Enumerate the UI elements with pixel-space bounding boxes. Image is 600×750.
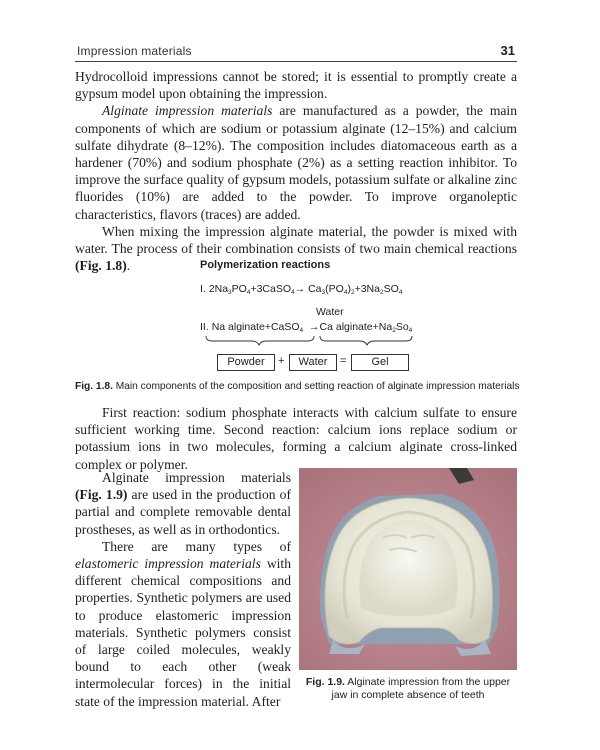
subscript: 2 (392, 327, 396, 334)
reaction-explanation-block (75, 404, 517, 473)
formula-part: Ca alginate+Na (319, 321, 393, 333)
paragraph-mixing-text: When mixing the impression alginate material, the powder is mixed with water. The process of their combination consists of two main chemical reactions (75, 223, 517, 257)
figure-1-8-label: Fig. 1.8. (75, 381, 113, 392)
formula-part: SO (383, 283, 399, 295)
figure-reference-1-8[interactable]: (Fig. 1.8) (75, 258, 127, 274)
figure-1-8-caption (75, 381, 520, 394)
subscript: 2 (379, 289, 384, 296)
brace-products (320, 336, 412, 345)
paragraph-elastomeric (75, 538, 291, 710)
figure-1-9-label: Fig. 1.9. (305, 676, 345, 688)
paragraph-alginate-composition (75, 102, 517, 222)
chapter-title: Impression materials (77, 44, 192, 58)
subscript: 3 (321, 289, 326, 296)
subscript: 4 (299, 327, 304, 334)
running-header (75, 43, 517, 62)
impression-illustration (299, 468, 517, 670)
paragraph-elastomeric-start: There are many types of (102, 538, 291, 554)
term-elastomeric-impression-materials: elastomeric impression materials (75, 556, 261, 572)
paragraph-hydrocolloid: Hydrocolloid impressions cannot be stored; it is essential to promptly create a gypsum model upon obtaining the impression. (75, 69, 517, 102)
figure-1-8-caption-text: Main components of the composition and setting reaction of alginate impression materials (112, 381, 520, 392)
powder-box: Powder (217, 354, 275, 371)
plus-sign: + (278, 355, 285, 367)
reaction-arrow-icon: → (309, 321, 320, 333)
page-number: 31 (500, 43, 515, 58)
subscript: 4 (398, 289, 403, 296)
paragraph-alginate-composition-text: are manufactured as a powder, the main components of which are sodium or potassium alginate (12–15%) and calcium sulfate dihydrate (8–12%). The composition includes diatomaceous earth as a hardener (70%) and sodium phosphate (2%) as a setting reaction inhibitor. To improve the surface quality of gypsum models, potassium sulfate or alkaline zinc fluorides (10%) are added to the powder. To improve organoleptic characteristics, flavors (traces) are added. (75, 103, 517, 222)
formula-part: PO (231, 283, 247, 295)
brace-reactants (206, 336, 314, 345)
subscript: 4 (408, 327, 413, 334)
formula-part: Na alginate+CaSO (211, 321, 300, 333)
paragraph-elastomeric-text: with different chemical compositions and properties. Synthetic polymers are used to produce elastomeric impression materials. Synthetic polymers consist of large coiled molecules, weakly bound to each other (weak intermolecular forces) in the initial state of the impression material. After (75, 556, 291, 709)
reaction-two (200, 321, 412, 334)
paragraph-alginate-uses (75, 469, 291, 538)
equals-sign: = (340, 355, 347, 367)
figure-1-9-caption (299, 676, 517, 701)
reaction-one (200, 283, 402, 296)
formula-part: ) (347, 283, 351, 295)
subscript: 4 (246, 289, 251, 296)
scheme-heading: Polymerization reactions (200, 259, 331, 271)
subscript: 2 (350, 289, 355, 296)
formula-part: (PO (325, 283, 344, 295)
reaction-two-label: II. (200, 321, 209, 333)
formula-part: So (395, 321, 409, 333)
formula-part: +3CaSO (250, 283, 292, 295)
figure-reference-1-9[interactable]: (Fig. 1.9) (75, 487, 128, 503)
alginate-impression-photo (299, 468, 517, 670)
gel-box: Gel (351, 354, 409, 371)
figure-1-9-caption-text: Alginate impression from the upper jaw in complete absence of teeth (331, 676, 511, 701)
left-column-text (75, 469, 291, 710)
water-box: Water (289, 354, 337, 371)
subscript: 4 (291, 289, 295, 296)
water-label: Water (316, 306, 344, 318)
subscript: 3 (228, 289, 232, 296)
paragraph-alginate-uses-text: are used in the production of partial and complete removable dental prostheses, as well as in orthodontics. (75, 487, 291, 537)
term-alginate-impression-materials: Alginate impression materials (102, 103, 273, 119)
reaction-one-label: I. (200, 283, 206, 295)
paragraph-alginate-uses-start: Alginate impression materials (102, 470, 291, 485)
reaction-arrow-icon: → (294, 283, 306, 295)
subscript: 4 (343, 289, 348, 296)
paragraph-reactions: First reaction: sodium phosphate interacts with calcium sulfate to ensure sufficient working time. Second reaction: calcium ions replace sodium or potassium ions in two molecules, forming a calcium alginate cross-linked complex or polymer. (75, 405, 517, 472)
formula-part: Ca (308, 283, 322, 295)
formula-part: +3Na (354, 283, 380, 295)
paragraph-mixing-end: . (126, 258, 131, 274)
formula-part: 2Na (208, 283, 229, 295)
grouping-braces (200, 334, 420, 346)
main-text-block (75, 68, 517, 274)
